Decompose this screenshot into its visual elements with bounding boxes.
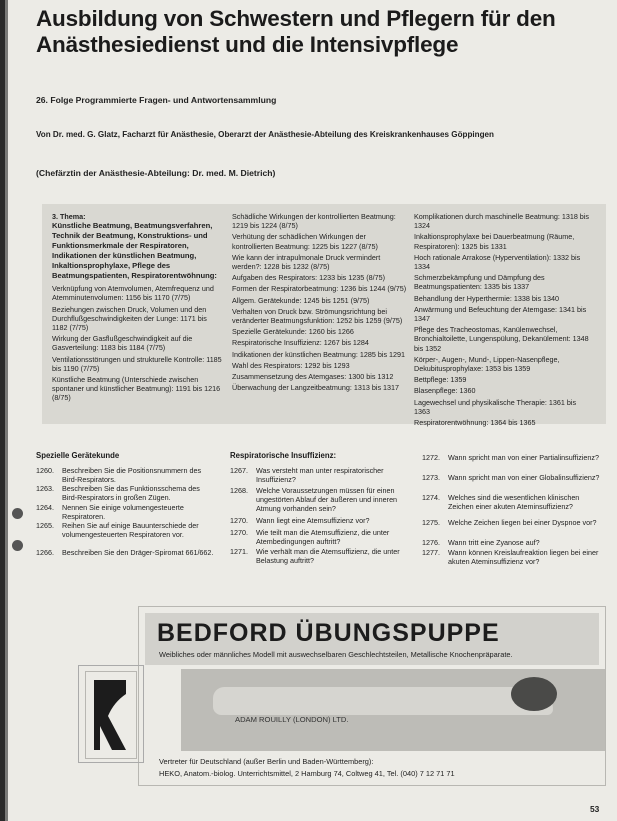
topic-entry: Respiratorentwöhnung: 1364 bis 1365 xyxy=(414,418,536,428)
question-number: 1272. xyxy=(422,453,440,462)
question-number: 1275. xyxy=(422,518,440,527)
topic-column-1 xyxy=(52,212,222,405)
question-text: Wann liegt eine Atemsuffizienz vor? xyxy=(256,516,370,525)
topic-entry: Verhalten von Druck bzw. Strömungsrichtung bei veränderter Beatmungsfunktion: 1252 bis 1259 (9/75) xyxy=(232,306,403,326)
company-logo xyxy=(85,671,137,759)
topic-entry: Wahl des Respirators: 1292 bis 1293 xyxy=(232,360,350,370)
topic-entry: Behandlung der Hyperthermie: 1338 bis 1340 xyxy=(414,293,560,303)
question-text: Beschreiben Sie den Dräger-Spiromat 661/662. xyxy=(62,548,214,557)
ad-title: BEDFORD ÜBUNGSPUPPE xyxy=(157,619,500,647)
question-text: Beschreiben Sie das Funktionsschema des Bird-Respirators in großen Zügen. xyxy=(62,484,200,503)
question-text: Beschreiben Sie die Positionsnummern des Bird-Respirators. xyxy=(62,466,202,485)
question-text: Welche Zeichen liegen bei einer Dyspnoe vor? xyxy=(448,518,597,527)
product-photo xyxy=(181,669,605,751)
topic-entry: Spezielle Gerätekunde: 1260 bis 1266 xyxy=(232,327,354,337)
topic-entry: Respiratorische Insuffizienz: 1267 bis 1284 xyxy=(232,338,369,348)
topic-entry: Körper-, Augen-, Mund-, Lippen-Nasenpflege, Dekubitusprophylaxe: 1353 bis 1359 xyxy=(414,354,560,374)
question-item xyxy=(36,521,218,551)
question-item xyxy=(422,518,604,538)
logo-icon xyxy=(86,672,136,758)
advertisement xyxy=(138,606,606,786)
topic-entry: Formen der Respiratorbeatmung: 1236 bis 1244 (9/75) xyxy=(232,284,407,294)
chief-line: (Chefärztin der Anästhesie-Abteilung: Dr. med. M. Dietrich) xyxy=(36,168,276,178)
topic-entry: Indikationen der künstlichen Beatmung: 1285 bis 1291 xyxy=(232,349,406,359)
photo-caption: ADAM ROUILLY (LONDON) LTD. xyxy=(235,715,349,724)
question-number: 1277. xyxy=(422,548,440,557)
question-text: Wann spricht man von einer Partialinsuffizienz? xyxy=(448,453,600,462)
question-item xyxy=(422,548,604,568)
question-number: 1267. xyxy=(230,466,248,475)
question-text: Welche Voraussetzungen müssen für einen ungestörten Ablauf der äußeren und inneren Atmung vorhanden sein? xyxy=(256,486,398,514)
topic-entry: Ventilationsstörungen und strukturelle Kontrolle: 1185 bis 1190 (7/75) xyxy=(52,354,222,373)
series-line: 26. Folge Programmierte Fragen- und Antwortensammlung xyxy=(36,95,277,105)
question-text: Wann spricht man von einer Globalinsuffizienz? xyxy=(448,473,600,482)
question-number: 1271. xyxy=(230,547,248,556)
question-text: Wie verhält man die Atemsuffizienz, die unter Belastung auftritt? xyxy=(256,547,400,566)
question-number: 1270. xyxy=(230,528,248,537)
topic-entry: Blasenpflege: 1360 xyxy=(414,386,476,396)
topic-entry: Aufgaben des Respirators: 1233 bis 1235 (8/75) xyxy=(232,273,386,283)
punch-hole xyxy=(12,508,23,519)
topic-entry: Inkaltionsprophylaxe bei Dauerbeatmung (Räume, Respiratoren): 1325 bis 1331 xyxy=(414,232,575,251)
question-item xyxy=(230,547,414,567)
question-number: 1268. xyxy=(230,486,248,495)
mannequin-head xyxy=(511,677,557,711)
topic-heading: 3. Thema: xyxy=(52,212,86,221)
question-item xyxy=(422,473,604,493)
topic-entry: Verhütung der schädlichen Wirkungen der kontrollierten Beatmung: 1225 bis 1227 (8/75) xyxy=(232,232,378,251)
question-number: 1265. xyxy=(36,521,54,530)
topic-column-3 xyxy=(414,212,592,429)
topic-entry: Schädliche Wirkungen der kontrollierten Beatmung: 1219 bis 1224 (8/75) xyxy=(232,212,396,231)
question-text: Welches sind die wesentlichen klinischen Zeichen einer akuten Ateminsuffizienz? xyxy=(448,493,580,512)
question-text: Wann können Kreislaufreaktion liegen bei einer akuten Ateminsuffizienz vor? xyxy=(448,548,599,567)
question-item xyxy=(422,453,604,473)
ad-footer-line-1: Vertreter für Deutschland (außer Berlin und Baden-Württemberg): xyxy=(159,757,374,766)
question-text: Wann tritt eine Zyanose auf? xyxy=(448,538,540,547)
topic-entry: Schmerzbekämpfung und Dämpfung des Beatmungspatienten: 1335 bis 1337 xyxy=(414,273,545,292)
topic-column-2 xyxy=(232,212,408,394)
ad-footer-line-2: HEKO, Anatom.-biolog. Unterrichtsmittel, 2 Hamburg 74, Coltweg 41, Tel. (040) 7 12 71 71 xyxy=(159,769,455,778)
question-number: 1263. xyxy=(36,484,54,493)
question-text: Nennen Sie einige volumengesteuerte Respiratoren. xyxy=(62,503,184,522)
topic-entry: Lagewechsel und physikalische Therapie: 1361 bis 1363 xyxy=(414,397,577,416)
topic-summary: Künstliche Beatmung, Beatmungsverfahren, Technik der Beatmung, Konstruktions- und Funktionsmerkmale der Respiratoren, Indikationen der künstlichen Beatmung, Inkaltionsprophylaxe, Pflege des Beatmungspatienten, Respiratorentwöhnung: xyxy=(52,221,217,281)
topic-entry: Künstliche Beatmung (Unterschiede zwischen spontaner und künstlicher Beatmung): 1191 bis 1216 (8/75) xyxy=(52,375,221,403)
topic-entry: Allgem. Gerätekunde: 1245 bis 1251 (9/75) xyxy=(232,295,370,305)
question-number: 1276. xyxy=(422,538,440,547)
questions-heading-1: Spezielle Gerätekunde xyxy=(36,451,120,460)
question-number: 1260. xyxy=(36,466,54,475)
topic-entry: Zusammensetzung des Atemgases: 1300 bis 1312 xyxy=(232,372,394,382)
topic-entry: Anwärmung und Befeuchtung der Atemgase: 1341 bis 1347 xyxy=(414,304,587,324)
topic-entry: Wirkung der Gasflußgeschwindigkeit auf die Gasverteilung: 1183 bis 1184 (7/75) xyxy=(52,334,193,353)
question-text: Was versteht man unter respiratorischer Insuffizienz? xyxy=(256,466,384,485)
question-item xyxy=(230,486,414,518)
punch-hole xyxy=(12,540,23,551)
topic-entry: Pflege des Tracheostomas, Kanülenwechsel, Bronchialtoilette, Lungenspülung, Dekanülement: 1348 bis 1352 xyxy=(414,325,589,353)
question-number: 1264. xyxy=(36,503,54,512)
topic-entry: Verknüpfung von Atemvolumen, Atemfrequenz und Atemminutenvolumen: 1156 bis 1170 (7/75) xyxy=(52,284,214,303)
topic-entry: Bettpflege: 1359 xyxy=(414,375,467,385)
article-title: Ausbildung von Schwestern und Pflegern für den Anästhesiedienst und die Intensivpflege xyxy=(36,6,556,57)
question-item xyxy=(230,528,414,548)
question-text: Reihen Sie auf einige Bauunterschiede der volumengesteuerten Respiratoren vor. xyxy=(62,521,199,540)
topic-entry: Wie kann der intrapulmonale Druck vermindert werden?: 1228 bis 1232 (8/75) xyxy=(232,252,381,272)
question-number: 1273. xyxy=(422,473,440,482)
question-number: 1266. xyxy=(36,548,54,557)
ad-subtitle: Weibliches oder männliches Modell mit auswechselbaren Geschlechtsteilen, Metallische Knochenpräparate. xyxy=(159,650,513,659)
question-text: Wie teilt man die Atemsuffizienz, die unter Atembedingungen auftritt? xyxy=(256,528,390,547)
topic-entry: Komplikationen durch maschinelle Beatmung: 1318 bis 1324 xyxy=(414,212,589,231)
author-line: Von Dr. med. G. Glatz, Facharzt für Anästhesie, Oberarzt der Anästhesie-Abteilung des Kreiskrankenhauses Göppingen xyxy=(36,130,495,139)
scan-edge-shadow xyxy=(5,0,8,821)
topic-entry: Hoch rationale Arrakose (Hyperventilation): 1332 bis 1334 xyxy=(414,252,581,272)
questions-heading-2: Respiratorische Insuffizienz: xyxy=(230,451,337,460)
mannequin-body xyxy=(213,687,553,715)
question-item xyxy=(36,548,218,578)
topic-entry: Beziehungen zwischen Druck, Volumen und den Durchflußgeschwindigkeiten der Lunge: 1171 bis 1182 (7/75) xyxy=(52,304,207,333)
page-number: 53 xyxy=(590,804,600,814)
topic-entry: Überwachung der Langzeitbeatmung: 1313 bis 1317 xyxy=(232,383,400,393)
question-number: 1270. xyxy=(230,516,248,525)
question-number: 1274. xyxy=(422,493,440,502)
